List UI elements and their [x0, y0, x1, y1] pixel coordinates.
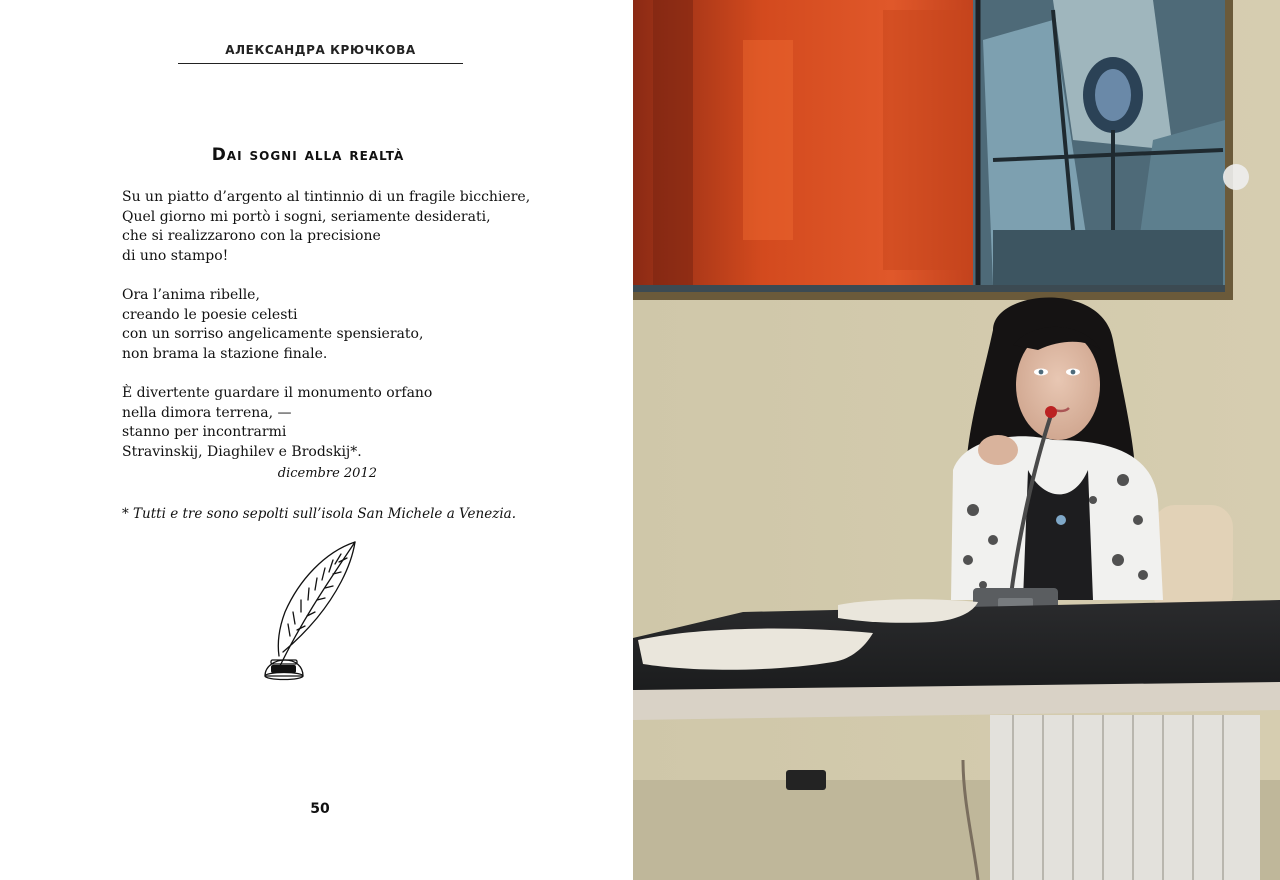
poem-line: creando le poesie celesti — [122, 306, 298, 323]
poem-line: Su un piatto d’argento al tintinnio di un fragile bicchiere, — [122, 189, 531, 205]
footnote: * Tutti e tre sono sepolti sull’isola San Michele a Venezia. — [122, 506, 516, 522]
stanza-2 — [122, 286, 582, 364]
poem-body — [122, 188, 582, 462]
quill-inkwell-icon — [255, 538, 365, 688]
poem-line: non brama la stazione finale. — [122, 345, 328, 362]
running-header-author: АЛЕКСАНДРА КРЮЧКОВА — [178, 43, 463, 64]
poem-line: Quel giorno mi portò i sogni, seriamente desiderati, — [122, 208, 491, 225]
poem-line: stanno per incontrarmi — [122, 424, 287, 441]
poem-date: dicembre 2012 — [277, 466, 377, 481]
left-page — [0, 0, 633, 880]
poem-line: di uno stampo! — [122, 247, 229, 264]
poem-title: Dai sogni alla realtà — [211, 145, 405, 165]
poem-line: Ora l’anima ribelle, — [122, 286, 260, 303]
poem-line: nella dimora terrena, — — [122, 404, 292, 421]
poem-line: È divertente guardare il monumento orfano — [122, 384, 433, 401]
poem-line: con un sorriso angelicamente spensierato, — [122, 326, 424, 343]
stanza-1 — [122, 188, 582, 266]
stanza-3 — [122, 384, 582, 462]
poem-line: che si realizzarono con la precisione — [122, 228, 381, 245]
page-number: 50 — [310, 801, 330, 817]
poem-line: Stravinskij, Diaghilev e Brodskij*. — [122, 443, 362, 460]
photo-illustration — [633, 0, 1280, 880]
reading-photo — [633, 0, 1280, 880]
